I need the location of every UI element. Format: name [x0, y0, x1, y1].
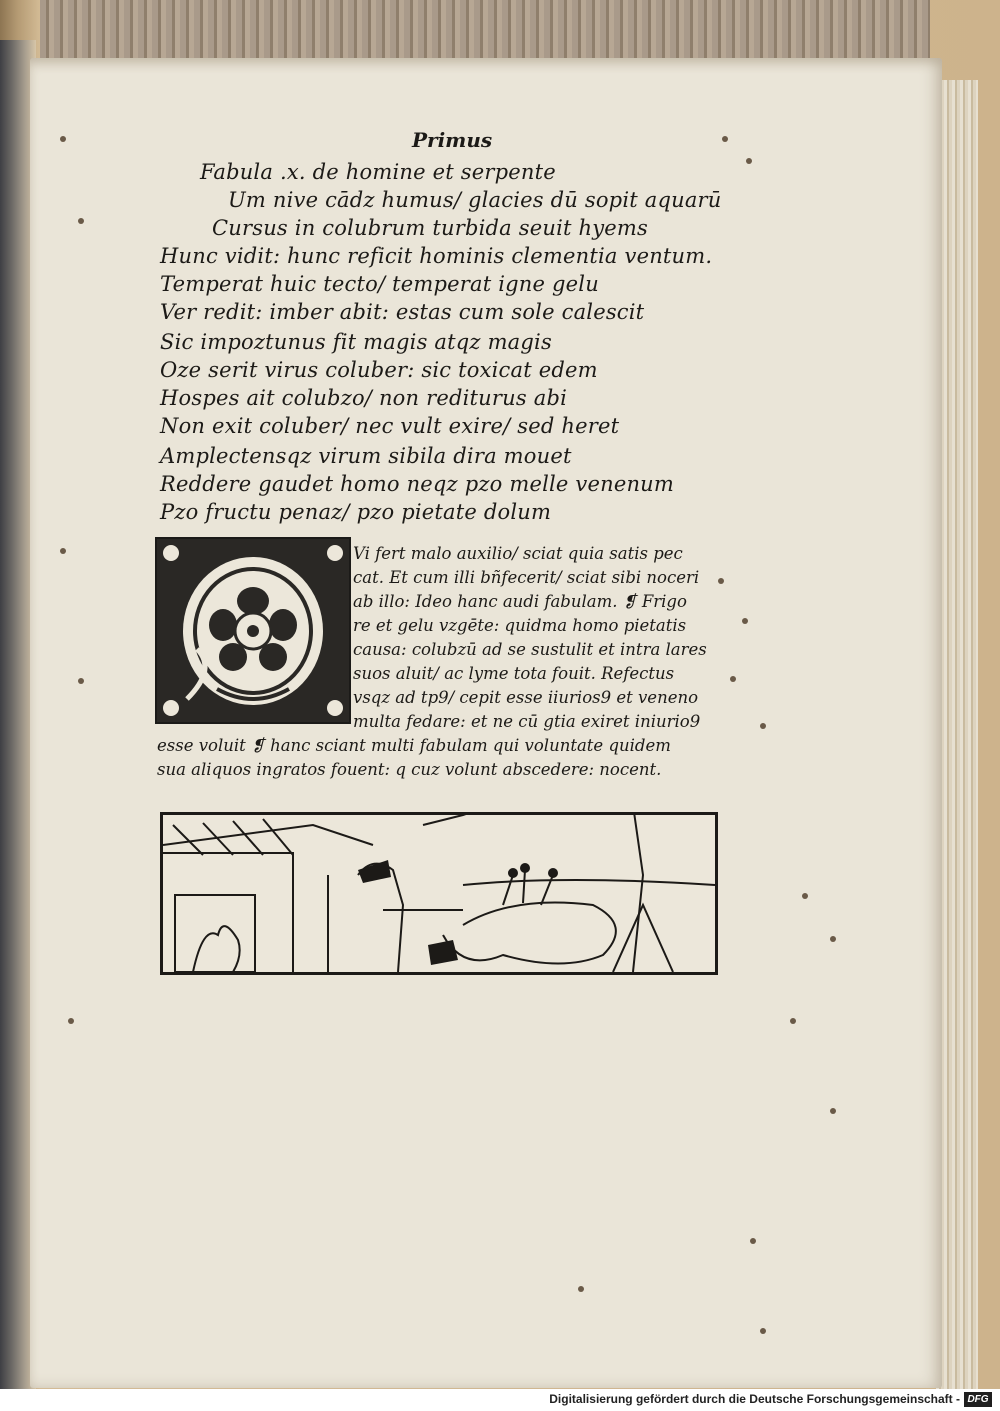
prose-line: cat. Et cum illi bñfecerit/ sciat sibi noceri [353, 568, 700, 587]
book-top-edge [40, 0, 930, 62]
prose-line: causa: colubzū ad se sustulit et intra lares [353, 640, 707, 659]
verse-line: Non exit coluber/ nec vult exire/ sed heret [160, 414, 620, 438]
funding-credit: Digitalisierung gefördert durch die Deutsche Forschungsgemeinschaft - [549, 1392, 960, 1406]
wormhole [742, 618, 748, 624]
woodcut-man-and-serpent-icon [163, 815, 715, 972]
verse-line: Oze serit virus coluber: sic toxicat edem [160, 358, 598, 382]
fable-title: Fabula .x. de homine et serpente [200, 160, 556, 184]
prose-line: esse voluit ❡ hanc sciant multi fabulam qui voluntate quidem [157, 736, 671, 755]
wormhole [60, 548, 66, 554]
prose-line: suos aluit/ ac lyme tota fouit. Refectus [353, 664, 675, 683]
wormhole [790, 1018, 796, 1024]
wormhole [760, 1328, 766, 1334]
verse-line: Cursus in colubrum turbida seuit hyems [212, 216, 649, 240]
decorated-initial [155, 537, 351, 724]
wormhole [722, 136, 728, 142]
wormhole [750, 1238, 756, 1244]
verse-line: Ver redit: imber abit: estas cum sole calescit [160, 300, 645, 324]
wormhole [718, 578, 724, 584]
woodcut-illustration [160, 812, 718, 975]
verse-line: Hospes ait colubzo/ non rediturus abi [160, 386, 568, 410]
verse-line: Reddere gaudet homo neqz pzo melle venenum [160, 472, 675, 496]
prose-line: multa fedare: et ne cū gtia exiret iniurio9 [353, 712, 701, 731]
wormhole [830, 1108, 836, 1114]
wormhole [730, 676, 736, 682]
verse-line: Hunc vidit: hunc reficit hominis clementia ventum. [160, 244, 713, 268]
prose-line: ab illo: Ideo hanc audi fabulam. ❡ Frigo [353, 592, 687, 611]
wormhole [760, 723, 766, 729]
verse-line: Amplectensqz virum sibila dira mouet [160, 444, 572, 468]
verse-line: Pzo fructu penaz/ pzo pietate dolum [160, 500, 552, 524]
prose-line: vsqz ad tp9/ cepit esse iiurios9 et veneno [353, 688, 699, 707]
verse-line: Um nive cādz humus/ glacies dū sopit aquarū [228, 188, 722, 212]
verse-line: Sic impoztunus fit magis atqz magis [160, 330, 552, 354]
dfg-logo: DFG [964, 1392, 992, 1407]
prose-line: Vi fert malo auxilio/ sciat quia satis pec [353, 544, 683, 563]
wormhole [802, 893, 808, 899]
prose-line: re et gelu vzgēte: quidma homo pietatis [353, 616, 687, 635]
wormhole [746, 158, 752, 164]
wormhole [78, 218, 84, 224]
rose-initial-icon [157, 539, 349, 722]
footer-bar [0, 1389, 1000, 1411]
wormhole [578, 1286, 584, 1292]
wormhole [60, 136, 66, 142]
verse-line: Temperat huic tecto/ temperat igne gelu [160, 272, 599, 296]
wormhole [830, 936, 836, 942]
wormhole [68, 1018, 74, 1024]
wormhole [78, 678, 84, 684]
running-head: Primus [412, 128, 493, 152]
prose-line: sua aliquos ingratos fouent: q cuz volunt abscedere: nocent. [157, 760, 662, 779]
page-edges-right [936, 80, 978, 1390]
